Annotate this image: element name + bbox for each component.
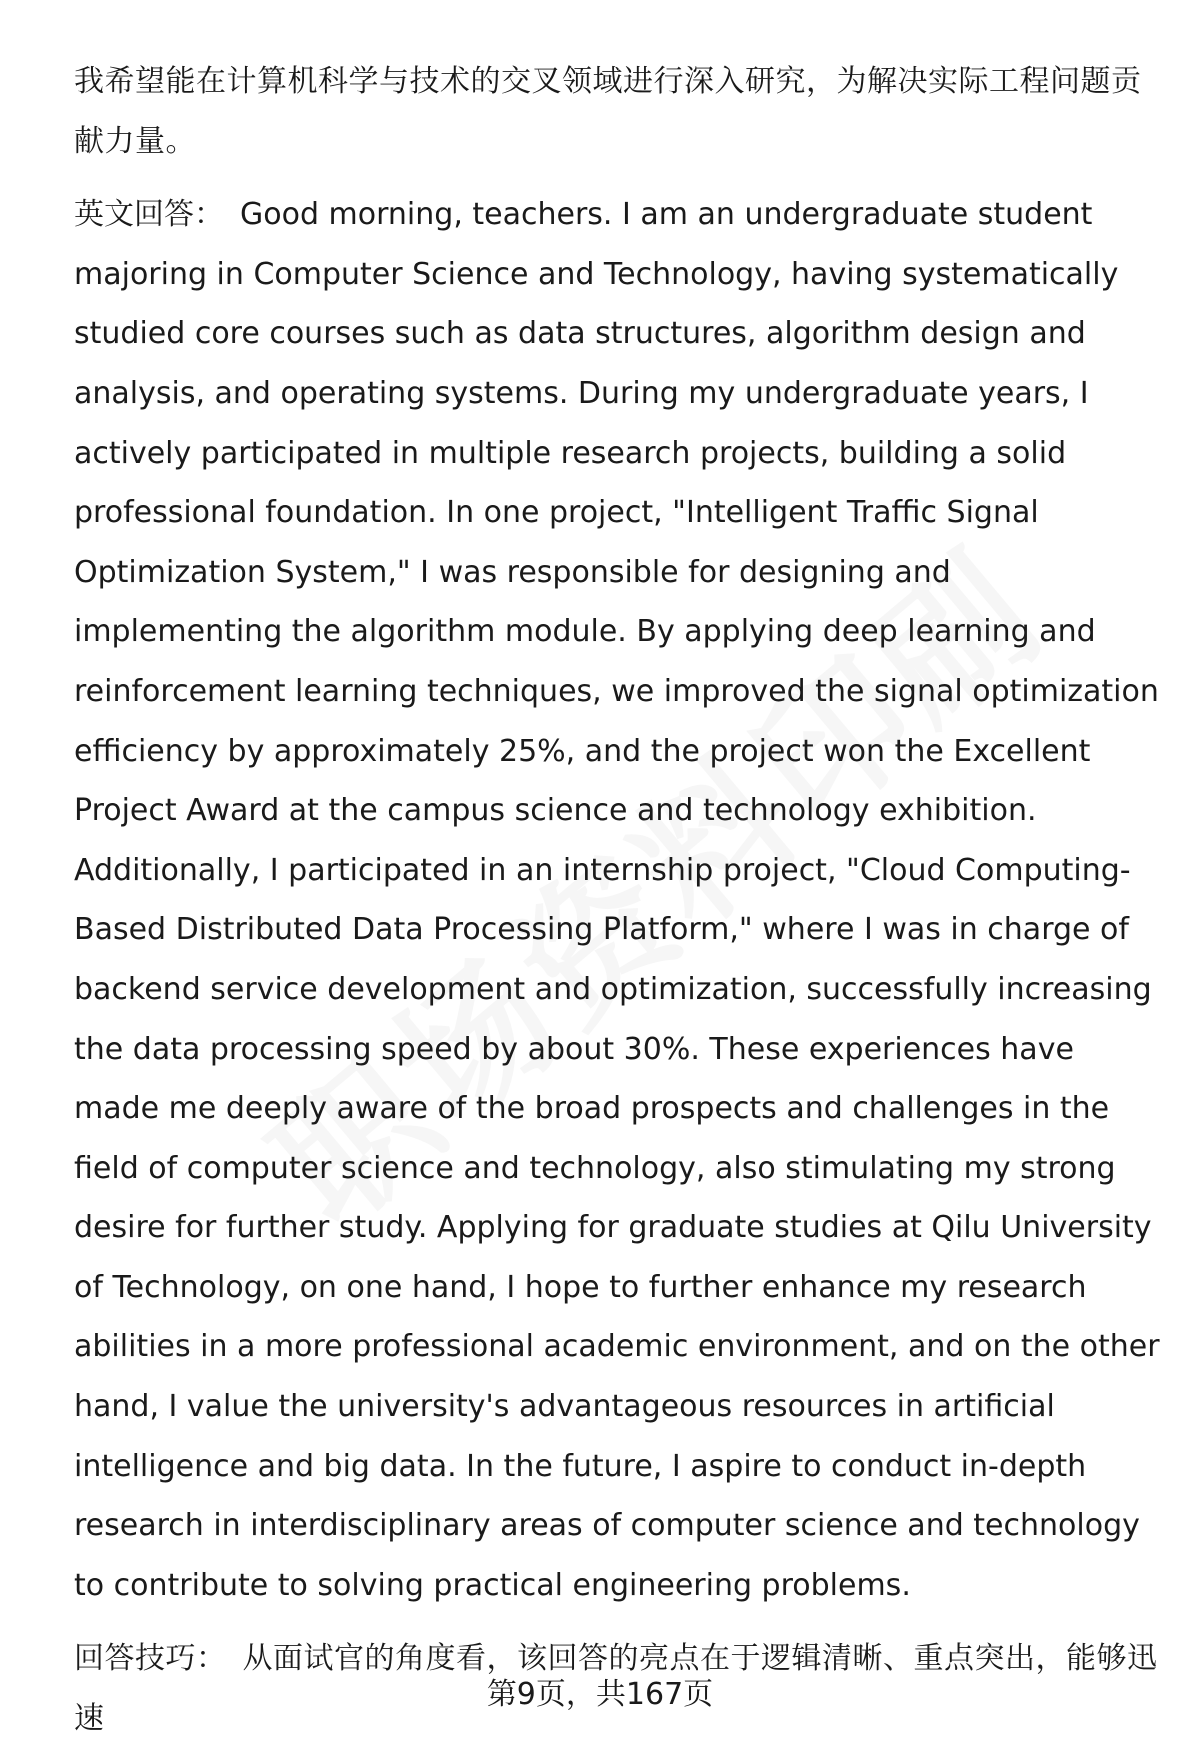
paragraph-cn-continuation: 我希望能在计算机科学与技术的交叉领域进行深入研究，为解决实际工程问题贡献力量。: [74, 64, 1142, 159]
english-answer-text: Good morning, teachers. I am an undergraduate student majoring in Computer Science and Technology, having systematically studied core courses such as data structures, algorithm design and analysis, and operating systems. During my undergraduate years, I actively participated in multiple research projects, building a solid professional foundation. In one project, "Intelligent Traffic Signal Optimization System," I was responsible for designing and implementing the algorithm module. By applying deep learning and reinforcement learning techniques, we improved the signal optimization efficiency by approximately 25%, and the project won the Excellent Project Award at the campus science and technology exhibition. Additionally, I participated in an internship project, "Cloud Computing-Based Distributed Data Processing Platform," where I was in charge of backend service development and optimization, successfully increasing the data processing speed by about 30%. These experiences have made me deeply aware of the broad prospects and challenges in the field of computer science and technology, also stimulating my strong desire for further study. Applying for graduate studies at Qilu University of Technology, on one hand, I hope to further enhance my research abilities in a more professional academic environment, and on the other hand, I value the university's advantageous resources in artificial intelligence and big data. In the future, I aspire to conduct in-depth research in interdisciplinary areas of computer science and technology to contribute to solving practical engineering problems.: [74, 197, 1160, 1603]
english-answer-label: 英文回答：: [74, 197, 224, 233]
answer-tips-label: 回答技巧：: [74, 1641, 227, 1677]
page-indicator: 第9页，共167页: [486, 1677, 714, 1712]
document-body: [74, 52, 1160, 1749]
paragraph-english-answer: [74, 185, 1160, 1615]
answer-tips-text: 从面试官的角度看，该回答的亮点在于逻辑清晰、重点突出，能够迅速: [74, 1641, 1158, 1737]
